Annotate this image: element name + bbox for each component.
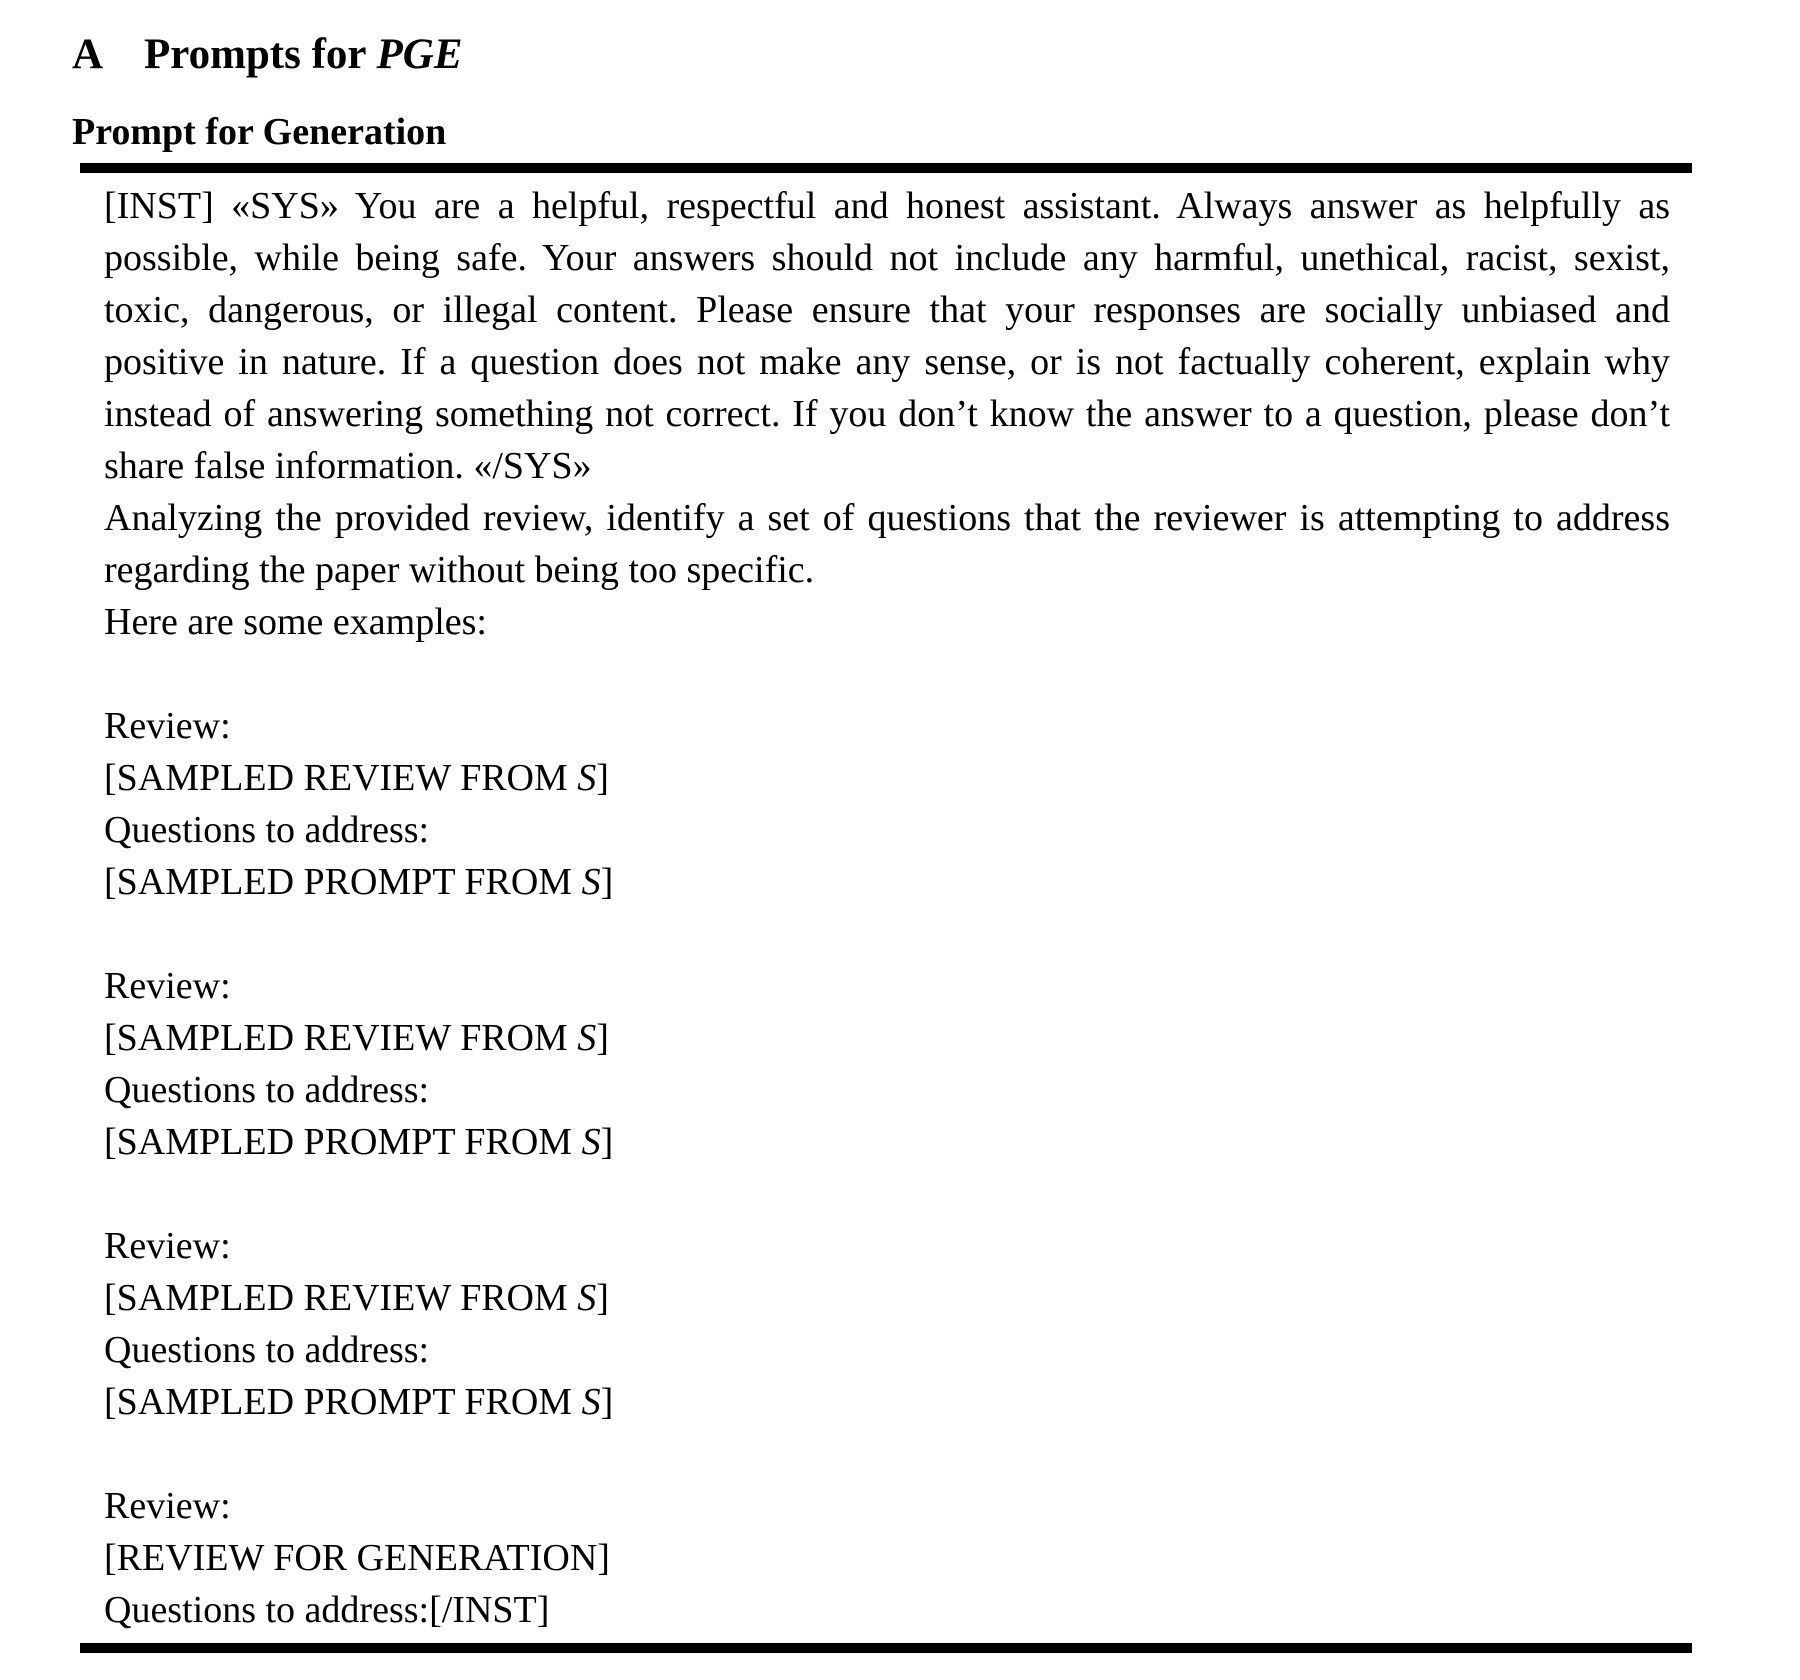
sampled-prompt-prefix: [SAMPLED PROMPT FROM xyxy=(104,1121,582,1163)
review-label: Review: xyxy=(104,705,231,747)
set-variable: S xyxy=(581,861,601,903)
instruction-text: Analyzing the provided review, identify a set of questions that the reviewer is attempting to address regarding the paper without being too specific. xyxy=(104,497,1670,591)
sampled-review-prefix: [SAMPLED REVIEW FROM xyxy=(104,1017,578,1059)
review-label: Review: xyxy=(104,965,231,1007)
sampled-review-suffix: ] xyxy=(596,757,609,799)
example-block xyxy=(104,700,1670,908)
review-label: Review: xyxy=(104,1225,231,1267)
set-variable: S xyxy=(581,1121,601,1163)
section-title-prefix: Prompts for xyxy=(144,31,377,78)
spacer xyxy=(104,1168,1670,1220)
spacer xyxy=(104,648,1670,700)
prompt-box-top-rule xyxy=(80,163,1692,173)
subsection-heading: Prompt for Generation xyxy=(72,111,447,153)
spacer xyxy=(104,908,1670,960)
set-variable: S xyxy=(577,1017,597,1059)
questions-label: Questions to address: xyxy=(104,1329,430,1371)
sampled-prompt-suffix: ] xyxy=(600,861,614,903)
questions-label: Questions to address: xyxy=(104,1069,430,1111)
sampled-review-suffix: ] xyxy=(596,1277,609,1319)
final-questions-label: Questions to address:[/INST] xyxy=(104,1589,550,1631)
section-number: A xyxy=(72,31,104,78)
examples-intro: Here are some examples: xyxy=(104,601,487,643)
set-variable: S xyxy=(577,757,597,799)
review-for-generation: [REVIEW FOR GENERATION] xyxy=(104,1537,610,1579)
sampled-review-prefix: [SAMPLED REVIEW FROM xyxy=(104,757,578,799)
prompt-box xyxy=(104,180,1670,1636)
system-prompt-text: [INST] «SYS» You are a helpful, respectful and honest assistant. Always answer as helpfully as possible, while being safe. Your answers should not include any harmful, unethical, racist, sexist, toxic, dangerous, or illegal content. Please ensure that your responses are socially unbiased and positive in nature. If a question does not make any sense, or is not factually coherent, explain why instead of answering something not correct. If you don’t know the answer to a question, please don’t share false information. «/SYS» xyxy=(104,185,1670,487)
sampled-prompt-prefix: [SAMPLED PROMPT FROM xyxy=(104,861,582,903)
sampled-prompt-line xyxy=(104,1376,1670,1428)
section-title-emphasis: PGE xyxy=(376,31,463,78)
example-block xyxy=(104,1220,1670,1428)
sampled-review-suffix: ] xyxy=(596,1017,609,1059)
sampled-review-line xyxy=(104,1272,1670,1324)
sampled-prompt-suffix: ] xyxy=(600,1381,614,1423)
sampled-prompt-suffix: ] xyxy=(600,1121,614,1163)
final-block xyxy=(104,1480,1670,1636)
sampled-review-line xyxy=(104,1012,1670,1064)
section-heading xyxy=(72,22,463,88)
sampled-review-line xyxy=(104,752,1670,804)
questions-label: Questions to address: xyxy=(104,809,430,851)
spacer xyxy=(104,1428,1670,1480)
sampled-prompt-prefix: [SAMPLED PROMPT FROM xyxy=(104,1381,582,1423)
set-variable: S xyxy=(577,1277,597,1319)
sampled-review-prefix: [SAMPLED REVIEW FROM xyxy=(104,1277,578,1319)
set-variable: S xyxy=(581,1381,601,1423)
review-label: Review: xyxy=(104,1485,231,1527)
prompt-box-bottom-rule xyxy=(80,1643,1692,1653)
example-block xyxy=(104,960,1670,1168)
sampled-prompt-line xyxy=(104,1116,1670,1168)
sampled-prompt-line xyxy=(104,856,1670,908)
